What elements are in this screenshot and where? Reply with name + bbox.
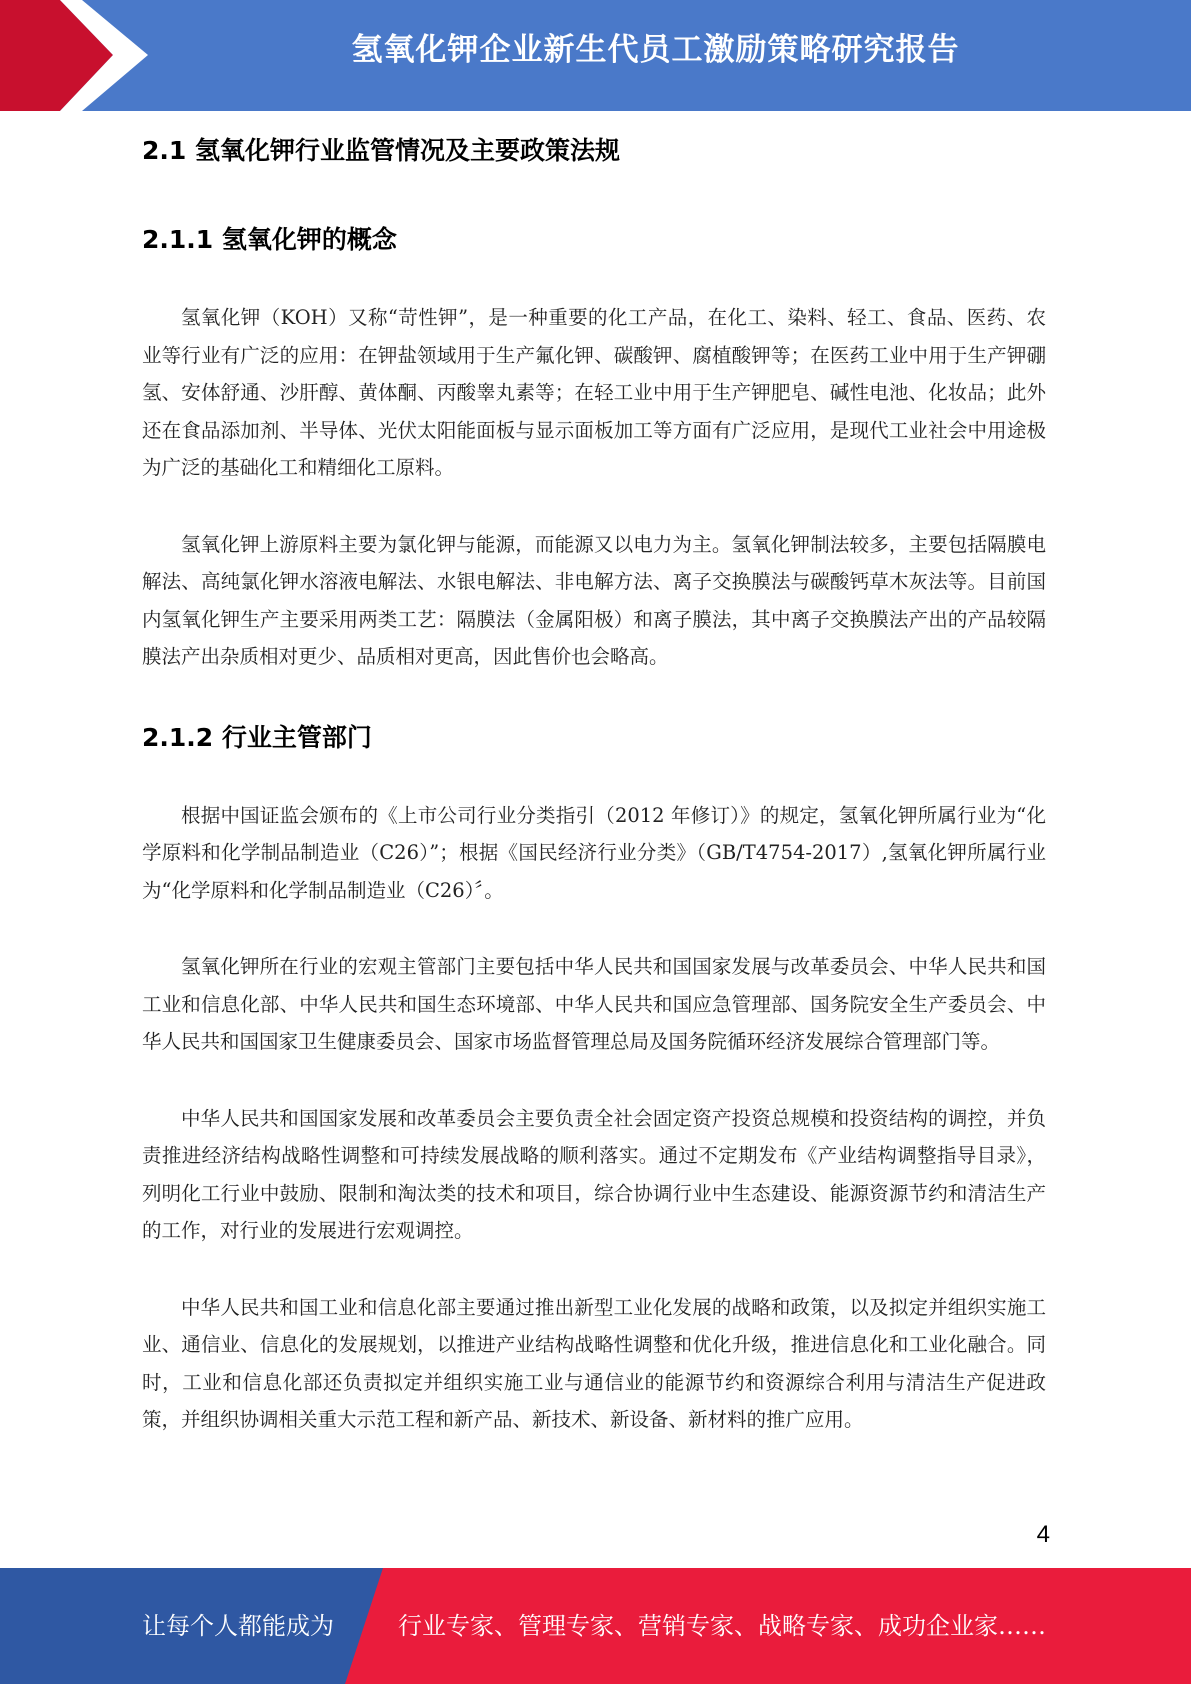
subsection-heading-authorities: 2.1.2 行业主管部门 <box>142 722 372 752</box>
footer-slogan-right: 行业专家、管理专家、营销专家、战略专家、成功企业家…… <box>398 1612 1046 1640</box>
header-banner <box>0 0 1191 111</box>
paragraph: 氢氧化钾（KOH）又称“苛性钾”，是一种重要的化工产品，在化工、染料、轻工、食品、医药、农业等行业有广泛的应用：在钾盐领域用于生产氟化钾、碳酸钾、腐植酸钾等；在医药工业中用于生产钾硼氢、安体舒通、沙肝醇、黄体酮、丙酸睾丸素等；在轻工业中用于生产钾肥皂、碱性电池、化妆品；此外还在食品添加剂、半导体、光伏太阳能面板与显示面板加工等方面有广泛应用，是现代工业社会中用途极为广泛的基础化工和精细化工原料。 <box>142 306 1046 479</box>
section-heading: 2.1 氢氧化钾行业监管情况及主要政策法规 <box>142 136 620 165</box>
footer-slogan-left: 让每个人都能成为 <box>142 1612 334 1640</box>
main-content <box>142 128 1046 1478</box>
paragraph: 中华人民共和国工业和信息化部主要通过推出新型工业化发展的战略和政策，以及拟定并组织实施工业、通信业、信息化的发展规划，以推进产业结构战略性调整和优化升级，推进信息化和工业化融合。同时，工业和信息化部还负责拟定并组织实施工业与通信业的能源节约和资源综合利用与清洁生产促进政策，并组织协调相关重大示范工程和新产品、新技术、新设备、新材料的推广应用。 <box>142 1295 1046 1431</box>
paragraph: 中华人民共和国国家发展和改革委员会主要负责全社会固定资产投资总规模和投资结构的调控，并负责推进经济结构战略性调整和可持续发展战略的顺利落实。通过不定期发布《产业结构调整指导目录》，列明化工行业中鼓励、限制和淘汰类的技术和项目，综合协调行业中生态建设、能源资源节约和清洁生产的工作，对行业的发展进行宏观调控。 <box>142 1106 1046 1242</box>
report-title: 氢氧化钾企业新生代员工激励策略研究报告 <box>351 32 960 68</box>
paragraph: 氢氧化钾上游原料主要为氯化钾与能源，而能源又以电力为主。氢氧化钾制法较多，主要包括隔膜电解法、高纯氯化钾水溶液电解法、水银电解法、非电解方法、离子交换膜法与碳酸钙草木灰法等。目前国内氢氧化钾生产主要采用两类工艺：隔膜法（金属阳极）和离子膜法，其中离子交换膜法产出的产品较隔膜法产出杂质相对更少、品质相对更高，因此售价也会略高。 <box>142 532 1046 668</box>
paragraph: 氢氧化钾所在行业的宏观主管部门主要包括中华人民共和国国家发展与改革委员会、中华人民共和国工业和信息化部、中华人民共和国生态环境部、中华人民共和国应急管理部、国务院安全生产委员会、中华人民共和国国家卫生健康委员会、国家市场监督管理总局及国务院循环经济发展综合管理部门等。 <box>142 955 1046 1053</box>
subsection-heading-concept: 2.1.1 氢氧化钾的概念 <box>142 225 397 254</box>
page-number: 4 <box>1036 1521 1050 1548</box>
paragraph: 根据中国证监会颁布的《上市公司行业分类指引（2012 年修订）》的规定，氢氧化钾所属行业为“化学原料和化学制品制造业（C26）”；根据《国民经济行业分类》（GB/T4754-2017）,氢氧化钾所属行业为“化学原料和化学制品制造业（C26）〞。 <box>142 803 1046 902</box>
red-arrow-decoration <box>0 0 160 111</box>
footer-banner <box>0 1568 1191 1684</box>
